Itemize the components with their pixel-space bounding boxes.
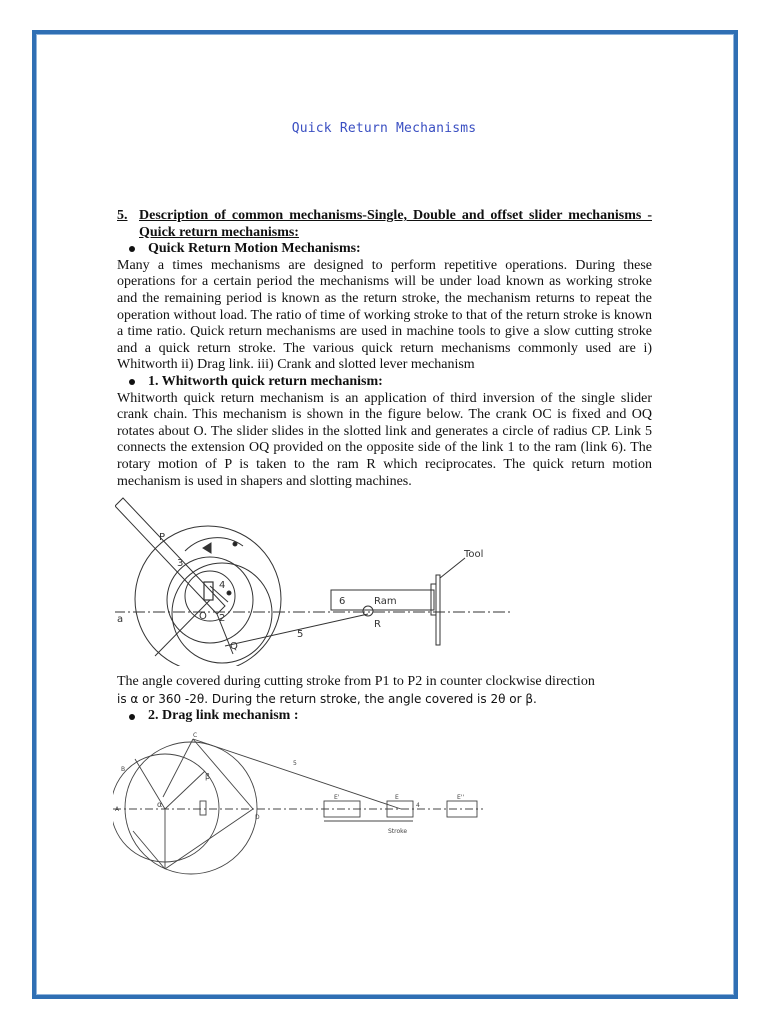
label-ram: Ram	[374, 596, 397, 608]
label-3: 3	[177, 558, 184, 570]
arrow-icon	[203, 543, 211, 553]
bullet-quick-return	[129, 241, 652, 258]
label-e: E	[395, 793, 399, 801]
label-p: P	[159, 532, 166, 544]
link-1	[155, 600, 210, 656]
label-a: A	[115, 805, 120, 813]
label-5: 5	[293, 759, 297, 767]
label-4: 4	[219, 580, 226, 592]
bullet-icon	[129, 246, 135, 252]
arm-b	[165, 771, 205, 809]
label-c: C	[193, 731, 198, 739]
tool	[436, 575, 440, 645]
whitworth-diagram	[115, 496, 515, 666]
label-beta: β	[205, 771, 211, 781]
paragraph-intro: Many a times mechanisms are designed to perform repetitive operations. During these operations for a certain period the mechanisms will be under load known as working stroke and the remaining period is known as the return stroke, the mechanism returns to repeat the operation without load. The ratio of time of working stroke to that of the return stroke is known a time ratio. Quick return mechanisms are used in machine tools to give a slow cutting stroke and a quick return stroke. The various quick return mechanisms commonly used are i) Whitworth ii) Drag link. iii) Crank and slotted lever mechanism	[117, 257, 652, 373]
label-d: D	[255, 813, 260, 821]
link-2	[163, 739, 193, 797]
arm-right	[165, 809, 253, 869]
paragraph-angle-line1: The angle covered during cutting stroke from P1 to P2 in counter clockwise direction	[117, 674, 595, 690]
paragraph-angle-line2: is α or 360 -2θ. During the return stroke, the angle covered is 2θ or β.	[117, 691, 537, 706]
dot-marker	[227, 591, 231, 595]
section-heading	[117, 208, 652, 241]
small-circle	[185, 571, 235, 621]
tool-leader	[440, 558, 465, 578]
bullet-quick-return-text: Quick Return Motion Mechanisms:	[148, 241, 361, 257]
label-r: R	[374, 619, 381, 631]
paragraph-angle	[117, 674, 652, 708]
bullet-drag-link-text: 2. Drag link mechanism :	[148, 708, 299, 724]
section-number: 5.	[117, 208, 128, 223]
paragraph-whitworth: Whitworth quick return mechanism is an application of third inversion of the single slider crank chain. This mechanism is shown in the figure below. The crank OC is fixed and OQ rotates about O. The slider slides in the slotted link and generates a circle of radius CP. Link 5 connects the extension OQ provided on the opposite side of the link 1 to the ram (link 6). The rotary motion of P is taken to the ram R which reciprocates. The quick return motion mechanism is used in shapers and slotting machines.	[117, 390, 652, 489]
bullet-drag-link	[129, 708, 652, 725]
section-heading-text: Description of common mechanisms-Single, Double and offset slider mechanisms - Quick return mechanisms:	[139, 208, 652, 240]
drag-link-diagram	[113, 731, 493, 886]
pivot-block	[200, 801, 206, 815]
slotted-link	[115, 498, 225, 614]
page-title: Quick Return Mechanisms	[291, 121, 477, 136]
bullet-icon	[129, 714, 135, 720]
label-stroke: Stroke	[388, 827, 408, 835]
document-body	[117, 208, 652, 886]
label-alpha: α	[157, 799, 163, 809]
link-5	[193, 739, 401, 809]
label-a: a	[117, 614, 124, 626]
label-4: 4	[416, 801, 420, 809]
dot-marker	[233, 542, 237, 546]
label-e1: E'	[334, 793, 340, 801]
label-tool: Tool	[464, 549, 484, 561]
label-o: O	[199, 611, 207, 623]
label-q: Q	[230, 641, 238, 653]
label-e2: E''	[457, 793, 465, 801]
label-2: 2	[219, 613, 226, 625]
bullet-icon	[129, 379, 135, 385]
label-5: 5	[297, 629, 304, 641]
bullet-whitworth-text: 1. Whitworth quick return mechanism:	[148, 373, 383, 389]
bullet-whitworth	[129, 374, 652, 391]
arm-left	[133, 831, 165, 869]
outer-circle	[125, 742, 257, 874]
label-b: B	[121, 765, 126, 773]
label-6: 6	[339, 596, 346, 608]
